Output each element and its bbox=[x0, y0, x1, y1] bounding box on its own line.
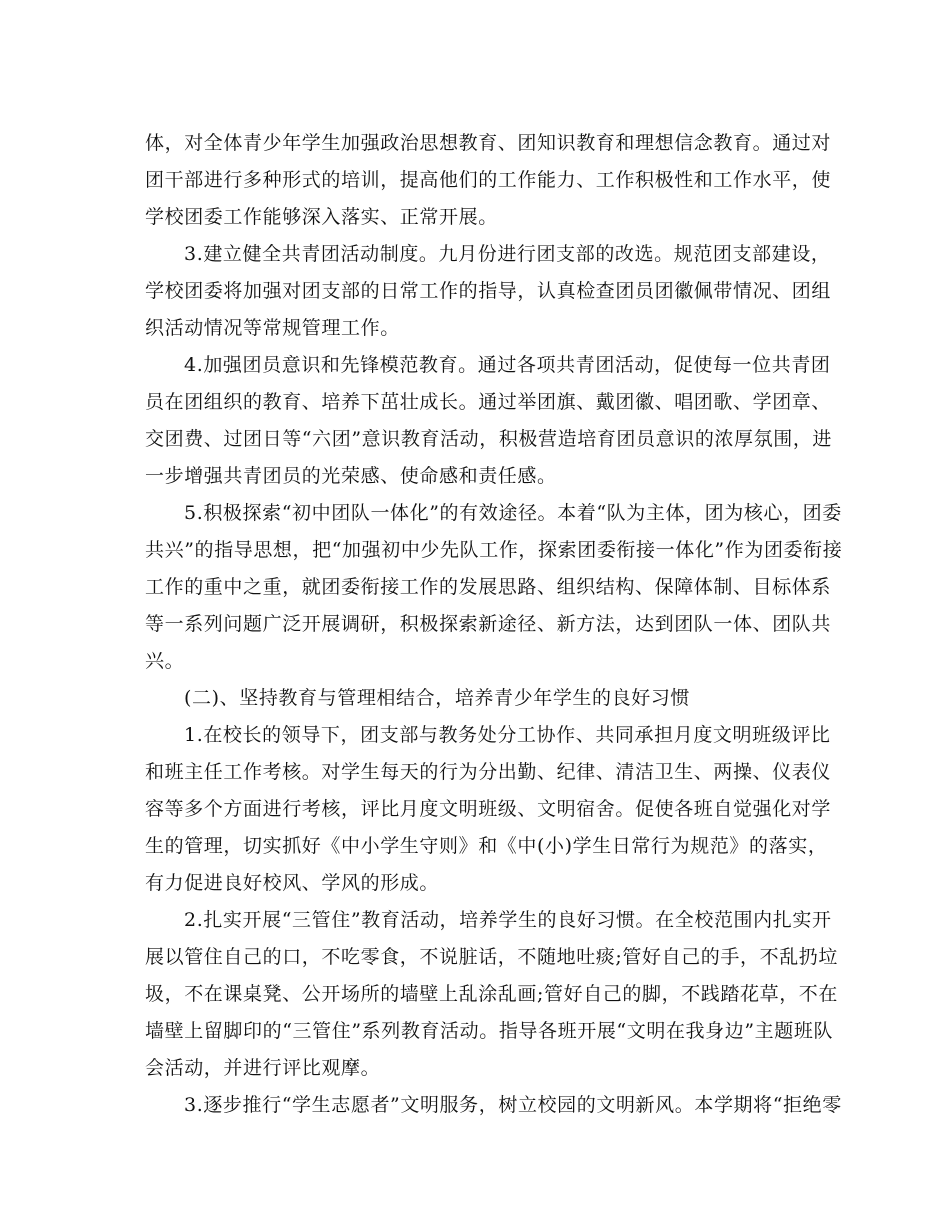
text-line: 有力促进良好校风、学风的形成。 bbox=[145, 872, 440, 894]
text-line: 会活动，并进行评比观摩。 bbox=[145, 1057, 381, 1079]
text-line: 织活动情况等常规管理工作。 bbox=[145, 317, 400, 339]
text-line: 生的管理，切实抓好《中小学生守则》和《中(小)学生日常行为规范》的落实， bbox=[145, 835, 828, 857]
text-line: 员在团组织的教育、培养下茁壮成长。通过举团旗、戴团徽、唱团歌、学团章、 bbox=[145, 391, 832, 413]
text-line: 和班主任工作考核。对学生每天的行为分出勤、纪律、清洁卫生、两操、仪表仪 bbox=[145, 761, 832, 783]
text-line: 团干部进行多种形式的培训，提高他们的工作能力、工作积极性和工作水平，使 bbox=[145, 169, 832, 191]
text-line: 容等多个方面进行考核，评比月度文明班级、文明宿舍。促使各班自觉强化对学 bbox=[145, 798, 832, 820]
text-line: 墙壁上留脚印的“三管住”系列教育活动。指导各班开展“文明在我身边”主题班队 bbox=[145, 1020, 834, 1042]
text-line: 交团费、过团日等“六团”意识教育活动，积极营造培育团员意识的浓厚氛围，进 bbox=[145, 428, 833, 450]
section-heading: (二)、坚持教育与管理相结合，培养青少年学生的良好习惯 bbox=[184, 687, 691, 709]
text-line: 兴。 bbox=[145, 650, 185, 672]
paragraph-start-line: 5.积极探索“初中团队一体化”的有效途径。本着“队为主体，团为核心，团委 bbox=[184, 502, 842, 524]
paragraph-start-line: 2.扎实开展“三管住”教育活动，培养学生的良好习惯。在全校范围内扎实开 bbox=[184, 909, 832, 931]
text-line: 学校团委将加强对团支部的日常工作的指导，认真检查团员团徽佩带情况、团组 bbox=[145, 280, 832, 302]
text-line: 展以管住自己的口，不吃零食，不说脏话，不随地吐痰;管好自己的手，不乱扔垃 bbox=[145, 946, 839, 968]
paragraph-start-line: 3.建立健全共青团活动制度。九月份进行团支部的改选。规范团支部建设， bbox=[184, 243, 831, 265]
paragraph-start-line: 3.逐步推行“学生志愿者”文明服务，树立校园的文明新风。本学期将“拒绝零 bbox=[184, 1094, 842, 1116]
text-line: 一步增强共青团员的光荣感、使命感和责任感。 bbox=[145, 465, 557, 487]
text-line: 等一系列问题广泛开展调研，积极探索新途径、新方法，达到团队一体、团队共 bbox=[145, 613, 832, 635]
paragraph-start-line: 4.加强团员意识和先锋模范教育。通过各项共青团活动，促使每一位共青团 bbox=[184, 354, 831, 376]
text-line: 共兴”的指导思想，把“加强初中少先队工作，探索团委衔接一体化”作为团委衔接 bbox=[145, 539, 843, 561]
text-line: 体，对全体青少年学生加强政治思想教育、团知识教育和理想信念教育。通过对 bbox=[145, 132, 832, 154]
paragraph-start-line: 1.在校长的领导下，团支部与教务处分工协作、共同承担月度文明班级评比 bbox=[184, 724, 831, 746]
text-line: 工作的重中之重，就团委衔接工作的发展思路、组织结构、保障体制、目标体系 bbox=[145, 576, 832, 598]
text-line: 学校团委工作能够深入落实、正常开展。 bbox=[145, 206, 498, 228]
text-line: 圾，不在课桌凳、公开场所的墙壁上乱涂乱画;管好自己的脚，不践踏花草，不在 bbox=[145, 983, 839, 1005]
